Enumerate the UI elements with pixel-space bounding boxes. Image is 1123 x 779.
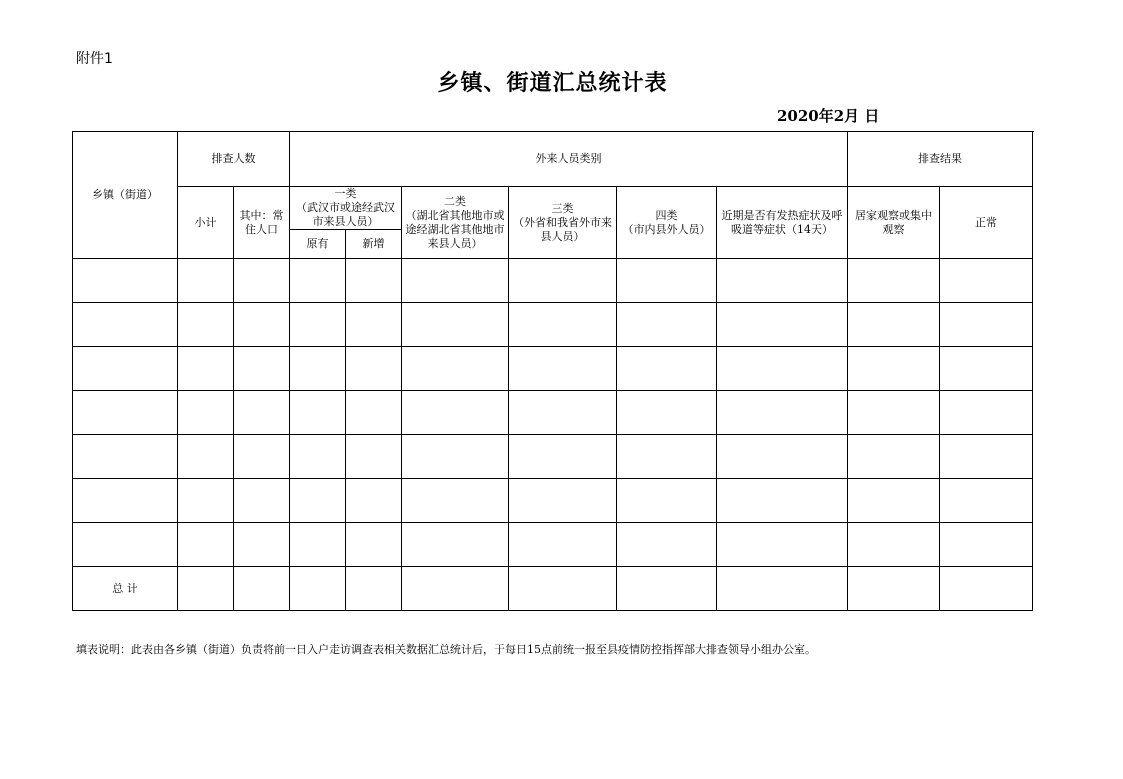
report-date: 2020年2月 日 xyxy=(777,107,880,125)
table-cell[interactable] xyxy=(509,303,617,347)
table-row xyxy=(73,303,1033,347)
table-cell[interactable] xyxy=(234,391,290,435)
table-cell[interactable] xyxy=(717,479,848,523)
table-cell[interactable] xyxy=(402,567,509,611)
table-cell[interactable] xyxy=(617,347,717,391)
header-category: 外来人员类别 xyxy=(290,132,848,187)
table-cell[interactable] xyxy=(940,303,1033,347)
table-cell[interactable] xyxy=(848,479,940,523)
table-cell[interactable] xyxy=(346,303,402,347)
attachment-label: 附件1 xyxy=(76,51,113,67)
table-cell[interactable] xyxy=(73,479,178,523)
cat4-label: 四类 xyxy=(655,208,678,222)
table-cell[interactable] xyxy=(940,435,1033,479)
table-cell[interactable] xyxy=(178,567,234,611)
table-cell[interactable] xyxy=(234,567,290,611)
table-cell[interactable] xyxy=(940,479,1033,523)
table-cell[interactable] xyxy=(940,391,1033,435)
table-cell[interactable] xyxy=(402,347,509,391)
table-cell[interactable] xyxy=(617,391,717,435)
cat4-desc: （市内县外人员） xyxy=(622,222,711,236)
fill-instructions: 填表说明：此表由各乡镇（街道）负责将前一日入户走访调查表相关数据汇总统计后，于每日15点前统一报至县疫情防控指挥部大排查领导小组办公室。 xyxy=(76,643,816,656)
table-cell[interactable] xyxy=(717,567,848,611)
header-cat1-new: 新增 xyxy=(346,230,402,259)
table-cell[interactable] xyxy=(346,259,402,303)
header-screened: 排查人数 xyxy=(178,132,290,187)
table-cell[interactable] xyxy=(402,435,509,479)
table-row xyxy=(73,347,1033,391)
table-row xyxy=(73,259,1033,303)
table-cell[interactable] xyxy=(73,303,178,347)
table-cell[interactable] xyxy=(509,523,617,567)
header-resident: 其中：常住人口 xyxy=(234,187,290,259)
table-cell[interactable] xyxy=(848,391,940,435)
table-cell[interactable] xyxy=(509,479,617,523)
table-cell[interactable] xyxy=(848,435,940,479)
table-cell[interactable] xyxy=(290,391,346,435)
table-cell[interactable] xyxy=(717,259,848,303)
header-cat3 xyxy=(509,187,617,259)
table-cell[interactable] xyxy=(717,303,848,347)
table-cell[interactable] xyxy=(940,567,1033,611)
total-label: 总 计 xyxy=(73,567,178,611)
table-cell[interactable] xyxy=(290,479,346,523)
table-cell[interactable] xyxy=(346,435,402,479)
table-cell[interactable] xyxy=(617,303,717,347)
table-cell[interactable] xyxy=(509,435,617,479)
cat3-label: 三类 xyxy=(551,201,574,215)
table-cell[interactable] xyxy=(178,391,234,435)
table-cell[interactable] xyxy=(346,479,402,523)
table-cell[interactable] xyxy=(73,347,178,391)
table-cell[interactable] xyxy=(717,347,848,391)
header-cat1 xyxy=(290,187,402,230)
page-title: 乡镇、街道汇总统计表 xyxy=(437,70,668,96)
table-cell[interactable] xyxy=(848,347,940,391)
table-cell[interactable] xyxy=(234,303,290,347)
table-cell[interactable] xyxy=(178,523,234,567)
cat1-desc: （武汉市或途经武汉市来县人员） xyxy=(296,201,395,228)
table-cell[interactable] xyxy=(940,347,1033,391)
table-cell[interactable] xyxy=(509,347,617,391)
header-symptom: 近期是否有发热症状及呼吸道等症状（14天） xyxy=(717,187,848,259)
table-cell[interactable] xyxy=(402,259,509,303)
table-cell[interactable] xyxy=(717,435,848,479)
header-cat1-existing: 原有 xyxy=(290,230,346,259)
table-cell[interactable] xyxy=(234,259,290,303)
table-cell[interactable] xyxy=(178,435,234,479)
table-cell[interactable] xyxy=(73,391,178,435)
table-cell[interactable] xyxy=(940,523,1033,567)
table-row xyxy=(73,435,1033,479)
cat2-desc: （湖北省其他地市或途经湖北省其他地市来县人员） xyxy=(405,208,505,250)
cat3-desc: （外省和我省外市来县人员） xyxy=(513,215,612,243)
total-row xyxy=(73,567,1033,611)
table-cell[interactable] xyxy=(178,347,234,391)
table-cell[interactable] xyxy=(178,303,234,347)
cat2-label: 二类 xyxy=(444,194,466,208)
header-township: 乡镇（街道） xyxy=(73,132,178,259)
table-cell[interactable] xyxy=(290,567,346,611)
table-cell[interactable] xyxy=(617,479,717,523)
table-cell[interactable] xyxy=(234,435,290,479)
table-cell[interactable] xyxy=(234,479,290,523)
table-cell[interactable] xyxy=(617,567,717,611)
table-cell[interactable] xyxy=(509,567,617,611)
table-cell[interactable] xyxy=(402,391,509,435)
table-cell[interactable] xyxy=(848,259,940,303)
table-cell[interactable] xyxy=(290,259,346,303)
table-cell[interactable] xyxy=(402,303,509,347)
table-cell[interactable] xyxy=(290,435,346,479)
table-cell[interactable] xyxy=(73,435,178,479)
table-cell[interactable] xyxy=(402,523,509,567)
table-row xyxy=(73,523,1033,567)
header-result: 排查结果 xyxy=(848,132,1033,187)
table-cell[interactable] xyxy=(940,259,1033,303)
table-cell[interactable] xyxy=(848,523,940,567)
table-cell[interactable] xyxy=(509,259,617,303)
table-cell[interactable] xyxy=(346,391,402,435)
table-cell[interactable] xyxy=(234,523,290,567)
header-cat2 xyxy=(402,187,509,259)
table-cell[interactable] xyxy=(346,523,402,567)
table-cell[interactable] xyxy=(346,567,402,611)
table-cell[interactable] xyxy=(73,523,178,567)
table-cell[interactable] xyxy=(509,391,617,435)
table-cell[interactable] xyxy=(848,567,940,611)
table-cell[interactable] xyxy=(717,523,848,567)
table-cell[interactable] xyxy=(848,303,940,347)
table-cell[interactable] xyxy=(617,523,717,567)
table-row xyxy=(73,391,1033,435)
header-cat4 xyxy=(617,187,717,259)
table-row xyxy=(73,479,1033,523)
table-cell[interactable] xyxy=(402,479,509,523)
header-normal: 正常 xyxy=(940,187,1033,259)
table-cell[interactable] xyxy=(178,259,234,303)
table-cell[interactable] xyxy=(617,435,717,479)
cat1-label: 一类 xyxy=(334,187,357,200)
summary-table xyxy=(72,131,1033,611)
table-cell[interactable] xyxy=(290,303,346,347)
header-subtotal: 小计 xyxy=(178,187,234,259)
table-cell[interactable] xyxy=(290,347,346,391)
table-cell[interactable] xyxy=(346,347,402,391)
table-cell[interactable] xyxy=(178,479,234,523)
table-cell[interactable] xyxy=(617,259,717,303)
header-observe: 居家观察或集中观察 xyxy=(848,187,940,259)
table-cell[interactable] xyxy=(73,259,178,303)
table-cell[interactable] xyxy=(234,347,290,391)
table-cell[interactable] xyxy=(290,523,346,567)
table-cell[interactable] xyxy=(717,391,848,435)
